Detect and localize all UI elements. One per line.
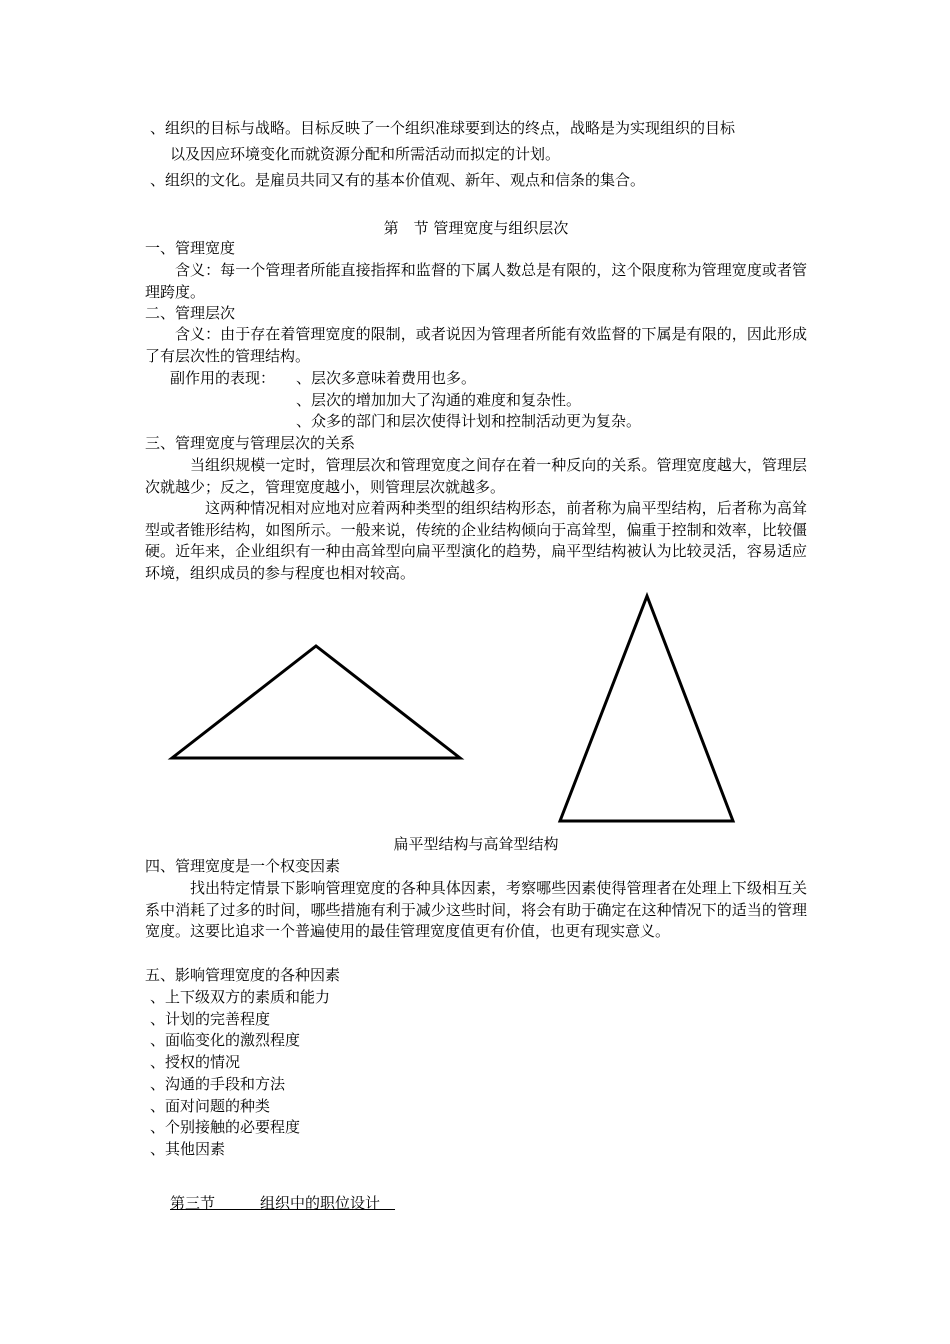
heading-factors: 五、影响管理宽度的各种因素 [145, 966, 341, 984]
factor-item: 、计划的完善程度 [150, 1010, 271, 1028]
side-effect-item: 、层次的增加加大了沟通的难度和复杂性。 [296, 391, 582, 409]
paragraph-contingency: 找出特定情景下影响管理宽度的各种具体因素，考察哪些因素使得管理者在处理上下级相互关系中消耗了过多的时间，哪些措施有利于减少这些时间，将会有助于确定在这种情况下的适当的管理宽度。这要比追求一个普遍使用的最佳管理宽度值更有价值，也更有现实意义。 [145, 879, 807, 941]
factor-item: 、沟通的手段和方法 [150, 1075, 286, 1093]
factor-item: 、上下级双方的素质和能力 [150, 988, 331, 1006]
goal-strategy-line-2: 以及因应环境变化而就资源分配和所需活动而拟定的计划。 [170, 145, 561, 163]
heading-relationship: 三、管理宽度与管理层次的关系 [145, 434, 356, 452]
section-three-title: 第三节 组织中的职位设计 [170, 1194, 396, 1212]
heading-management-width: 一、管理宽度 [145, 239, 236, 257]
factor-item: 、个别接触的必要程度 [150, 1118, 301, 1136]
side-effects-label: 副作用的表现： [170, 369, 276, 387]
factor-item: 、其他因素 [150, 1140, 226, 1158]
factor-item: 、授权的情况 [150, 1053, 241, 1071]
figure-caption: 扁平型结构与高耸型结构 [393, 835, 559, 853]
factor-item: 、面对问题的种类 [150, 1097, 271, 1115]
flat-structure-triangle [172, 646, 460, 758]
goal-strategy-line-1: 、组织的目标与战略。目标反映了一个组织准球要到达的终点，战略是为实现组织的目标 [150, 119, 736, 137]
side-effect-item: 、众多的部门和层次使得计划和控制活动更为复杂。 [296, 412, 642, 430]
heading-contingency: 四、管理宽度是一个权变因素 [145, 857, 341, 875]
section-title: 第 节 管理宽度与组织层次 [383, 219, 569, 237]
side-effect-item: 、层次多意味着费用也多。 [296, 369, 477, 387]
culture-line: 、组织的文化。是雇员共同又有的基本价值观、新年、观点和信条的集合。 [150, 171, 646, 189]
heading-management-levels: 二、管理层次 [145, 304, 236, 322]
factor-item: 、面临变化的激烈程度 [150, 1031, 301, 1049]
paragraph-levels-definition: 含义：由于存在着管理宽度的限制，或者说因为管理者所能有效监督的下属是有限的，因此形成了有层次性的管理结构。 [145, 325, 807, 365]
tall-structure-triangle [560, 596, 733, 821]
paragraph-inverse-relation: 当组织规模一定时，管理层次和管理宽度之间存在着一种反向的关系。管理宽度越大，管理层次就越少；反之，管理宽度越小，则管理层次就越多。 [145, 456, 807, 496]
paragraph-width-definition: 含义：每一个管理者所能直接指挥和监督的下属人数总是有限的，这个限度称为管理宽度或者管理跨度。 [145, 261, 807, 301]
paragraph-structure-types: 这两种情况相对应地对应着两种类型的组织结构形态，前者称为扁平型结构，后者称为高耸型或者锥形结构，如图所示。一般来说，传统的企业结构倾向于高耸型，偏重于控制和效率，比较僵硬。近年来，企业组织有一种由高耸型向扁平型演化的趋势，扁平型结构被认为比较灵活，容易适应环境，组织成员的参与程度也相对较高。 [145, 499, 807, 583]
